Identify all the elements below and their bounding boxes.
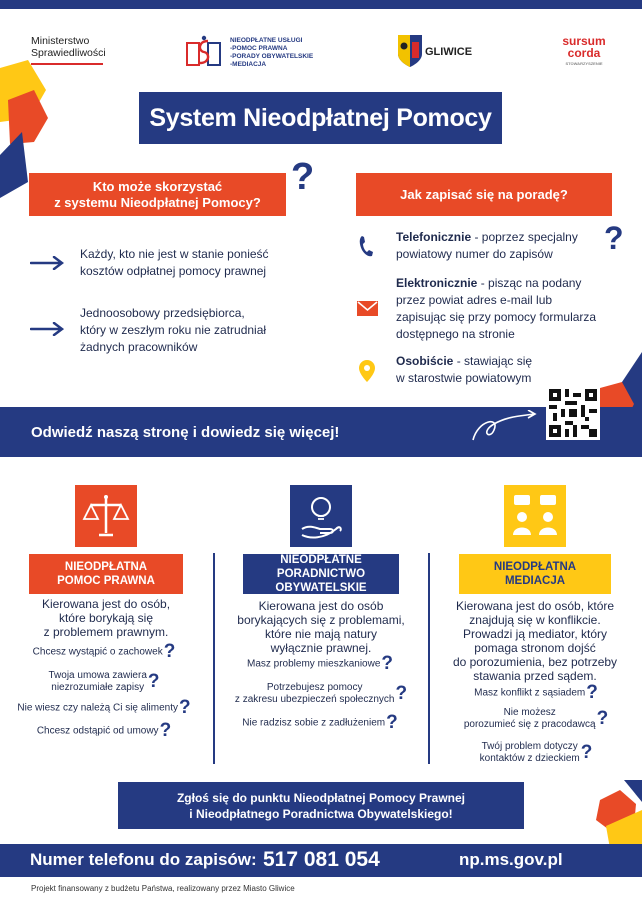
np-logo-line2: -POMOC PRAWNA: [230, 45, 288, 52]
civic-advice-desc-line4: wyłącznie prawnej.: [270, 641, 372, 655]
how-phone-rest2: powiatowy numer do zapisów: [396, 247, 553, 261]
website-link[interactable]: np.ms.gov.pl: [459, 850, 563, 869]
legal-aid-tile: [75, 485, 137, 547]
how-email-rest2: przez powiat adres e-mail lub: [396, 293, 553, 307]
legal-aid-question: [4, 641, 204, 662]
who-item-1-line1: Każdy, kto nie jest w stanie ponieść: [80, 247, 269, 261]
legal-aid-heading: [29, 554, 183, 594]
how-person-rest2: w starostwie powiatowym: [396, 371, 532, 385]
gliwice-logo: [397, 34, 477, 70]
mediation-desc-line5: do porozumienia, bez potrzeby: [452, 655, 618, 669]
legal-aid-description: [20, 597, 192, 639]
how-email-rest4: dostępnego na stronie: [396, 327, 515, 341]
who-heading-line1: Kto może skorzystać: [92, 178, 223, 194]
column-divider: [213, 553, 215, 764]
civic-advice-description: [226, 599, 416, 655]
civic-advice-question: [220, 653, 420, 674]
envelope-icon: [357, 301, 378, 316]
question-mark-icon: ?: [596, 708, 609, 729]
mediation-desc-line1: Kierowana jest do osób, które: [455, 599, 615, 613]
mediation-heading-line1: NIEODPŁATNA: [493, 561, 577, 573]
phone-number[interactable]: 517 081 054: [263, 848, 380, 871]
who-item-2-line2: który w zeszłym roku nie zatrudniał: [80, 323, 267, 337]
mediation-desc-line3: Prowadzi ją mediator, który: [462, 627, 608, 641]
civic-advice-desc-line2: borykających się z problemami,: [237, 613, 405, 627]
civic-advice-question: [220, 712, 420, 733]
civic-advice-question-text: Masz problemy mieszkaniowe: [247, 658, 381, 670]
mediation-heading-line2: MEDIACJA: [504, 575, 566, 587]
civic-advice-heading-line1: NIEODPŁATNE: [280, 554, 362, 566]
np-logo-line3: -PORADY OBYWATELSKIE: [230, 53, 314, 60]
who-item-2-line3: żadnych pracowników: [80, 340, 198, 354]
how-person-bold: Osobiście: [396, 354, 454, 368]
sursum-text: sursum: [562, 34, 606, 48]
how-email-bold: Elektronicznie: [396, 276, 478, 290]
mediation-question: [440, 741, 632, 765]
question-mark-icon: ?: [580, 742, 593, 763]
how-email-text: [396, 275, 616, 343]
ministry-name-line1: Ministerstwo: [31, 35, 90, 47]
legal-aid-desc-line1: Kierowana jest do osób,: [41, 597, 171, 611]
qr-code-icon: [549, 389, 597, 437]
legal-aid-question-text: Nie wiesz czy należą Ci się alimenty: [17, 702, 178, 714]
how-phone-bold: Telefonicznie: [396, 230, 472, 244]
legal-aid-question-text: niezrozumiałe zapisy: [51, 682, 145, 693]
civic-advice-desc-line3: które nie mają natury: [264, 627, 378, 641]
question-mark-icon: ?: [179, 697, 191, 718]
question-mark-icon: ?: [147, 671, 160, 692]
sursum-tag: STOWARZYSZENIE: [565, 61, 603, 66]
sursum-corda-logo: [555, 35, 613, 69]
legal-aid-question: [4, 720, 204, 741]
cta-box: [118, 782, 524, 829]
gliwice-name: GLIWICE: [425, 46, 473, 58]
mediation-desc-line6: stawania przed sądem.: [473, 669, 597, 683]
arrow-right-icon: [30, 322, 64, 336]
location-pin-icon: [359, 360, 375, 382]
arrow-right-icon: [30, 256, 64, 270]
scales-icon: [75, 485, 137, 547]
mediation-question-text: Nie możesz: [503, 707, 556, 718]
who-heading: [29, 173, 286, 216]
question-mark-icon: ?: [291, 156, 315, 198]
legal-aid-question-text: Twoja umowa zawiera: [48, 670, 147, 681]
np-logo: [186, 35, 326, 69]
question-mark-icon: ?: [159, 720, 172, 741]
question-mark-icon: ?: [386, 712, 398, 733]
phone-label: Numer telefonu do zapisów:: [30, 850, 257, 869]
phone-icon: [358, 234, 374, 258]
mediation-question: [440, 682, 632, 703]
civic-advice-heading-line2: PORADNICTWO OBYWATELSKIE: [275, 568, 367, 594]
mediation-heading: [459, 554, 611, 594]
np-logo-line4: -MEDIACJA: [230, 61, 267, 68]
civic-advice-desc-line1: Kierowana jest do osób: [258, 599, 384, 613]
legal-aid-question-text: Chcesz odstąpić od umowy: [36, 725, 159, 737]
who-item-1: [80, 246, 280, 280]
mediation-description: [440, 599, 630, 683]
how-phone-text: [396, 229, 596, 263]
legal-aid-question: [0, 697, 208, 718]
how-phone-rest1: - poprzez specjalny: [471, 230, 578, 244]
who-item-2-line1: Jednoosobowy przedsiębiorca,: [80, 306, 245, 320]
civic-advice-question-text: z zakresu ubezpieczeń społecznych: [234, 694, 395, 705]
mediation-question-text: kontaktów z dzieckiem: [479, 753, 580, 764]
how-person-text: [396, 353, 596, 387]
curved-arrow-icon: [470, 410, 540, 444]
np-logo-mark-icon: [186, 35, 222, 69]
civic-advice-question-text: Potrzebujesz pomocy: [266, 682, 363, 693]
who-item-2: [80, 305, 290, 356]
who-item-1-line2: kosztów odpłatnej pomocy prawnej: [80, 264, 267, 278]
page-title: System Nieodpłatnej Pomocy: [139, 92, 502, 144]
ministry-logo: [31, 35, 109, 65]
question-mark-icon: ?: [586, 682, 598, 703]
mediation-desc-line2: znajdują się w konflikcie.: [469, 613, 601, 627]
qr-code[interactable]: [546, 386, 600, 440]
np-logo-line1: NIEODPŁATNE USŁUGI: [230, 37, 303, 44]
question-mark-icon: ?: [381, 653, 393, 674]
how-person-rest1: - stawiając się: [453, 354, 533, 368]
mediation-question: [440, 707, 632, 731]
top-stripe: [0, 0, 642, 9]
how-email-rest3: zapisując się przy pomocy formularza: [396, 310, 597, 324]
legal-aid-desc-line3: z problemem prawnym.: [43, 625, 169, 639]
question-mark-icon: ?: [395, 683, 408, 704]
civic-advice-question: [218, 682, 424, 706]
mediation-tile: [504, 485, 566, 547]
how-heading: Jak zapisać się na poradę?: [356, 173, 612, 216]
lightbulb-hand-icon: [290, 485, 352, 547]
how-email-rest1: - pisząc na podany: [477, 276, 582, 290]
legal-aid-desc-line2: które borykają się: [58, 611, 154, 625]
civic-advice-heading: [243, 554, 399, 594]
legal-aid-heading-line2: POMOC PRAWNA: [57, 575, 155, 587]
who-heading-line2: z systemu Nieodpłatnej Pomocy?: [54, 194, 261, 210]
people-talking-icon: [504, 485, 566, 547]
mediation-question-text: Masz konflikt z sąsiadem: [474, 687, 586, 699]
funding-note: Projekt finansowany z budżetu Państwa, realizowany przez Miasto Gliwice: [31, 884, 295, 893]
civic-advice-question-text: Nie radzisz sobie z zadłużeniem: [242, 717, 386, 729]
mediation-question-text: Twój problem dotyczy: [481, 741, 578, 752]
legal-aid-heading-line1: NIEODPŁATNA: [64, 561, 148, 573]
civic-advice-tile: [290, 485, 352, 547]
mediation-desc-line4: pomaga stronom dojść: [474, 641, 596, 655]
ministry-logo-rule: [31, 63, 103, 65]
cta-line1: Zgłoś się do punktu Nieodpłatnej Pomocy Prawnej: [176, 791, 466, 805]
question-mark-icon: ?: [604, 220, 624, 256]
column-divider: [428, 553, 430, 764]
question-mark-icon: ?: [163, 641, 176, 662]
gliwice-crest-icon: [397, 34, 423, 68]
website-banner-text: Odwiedź naszą stronę i dowiedz się więcej!: [31, 424, 340, 441]
cta-line2: i Nieodpłatnego Poradnictwa Obywatelskiego!: [189, 807, 453, 821]
mediation-question-text: porozumieć się z pracodawcą: [463, 719, 596, 730]
corda-text: corda: [567, 46, 601, 60]
ministry-name-line2: Sprawiedliwości: [31, 47, 106, 59]
legal-aid-question: [4, 670, 204, 694]
legal-aid-question-text: Chcesz wystąpić o zachowek: [32, 646, 163, 658]
